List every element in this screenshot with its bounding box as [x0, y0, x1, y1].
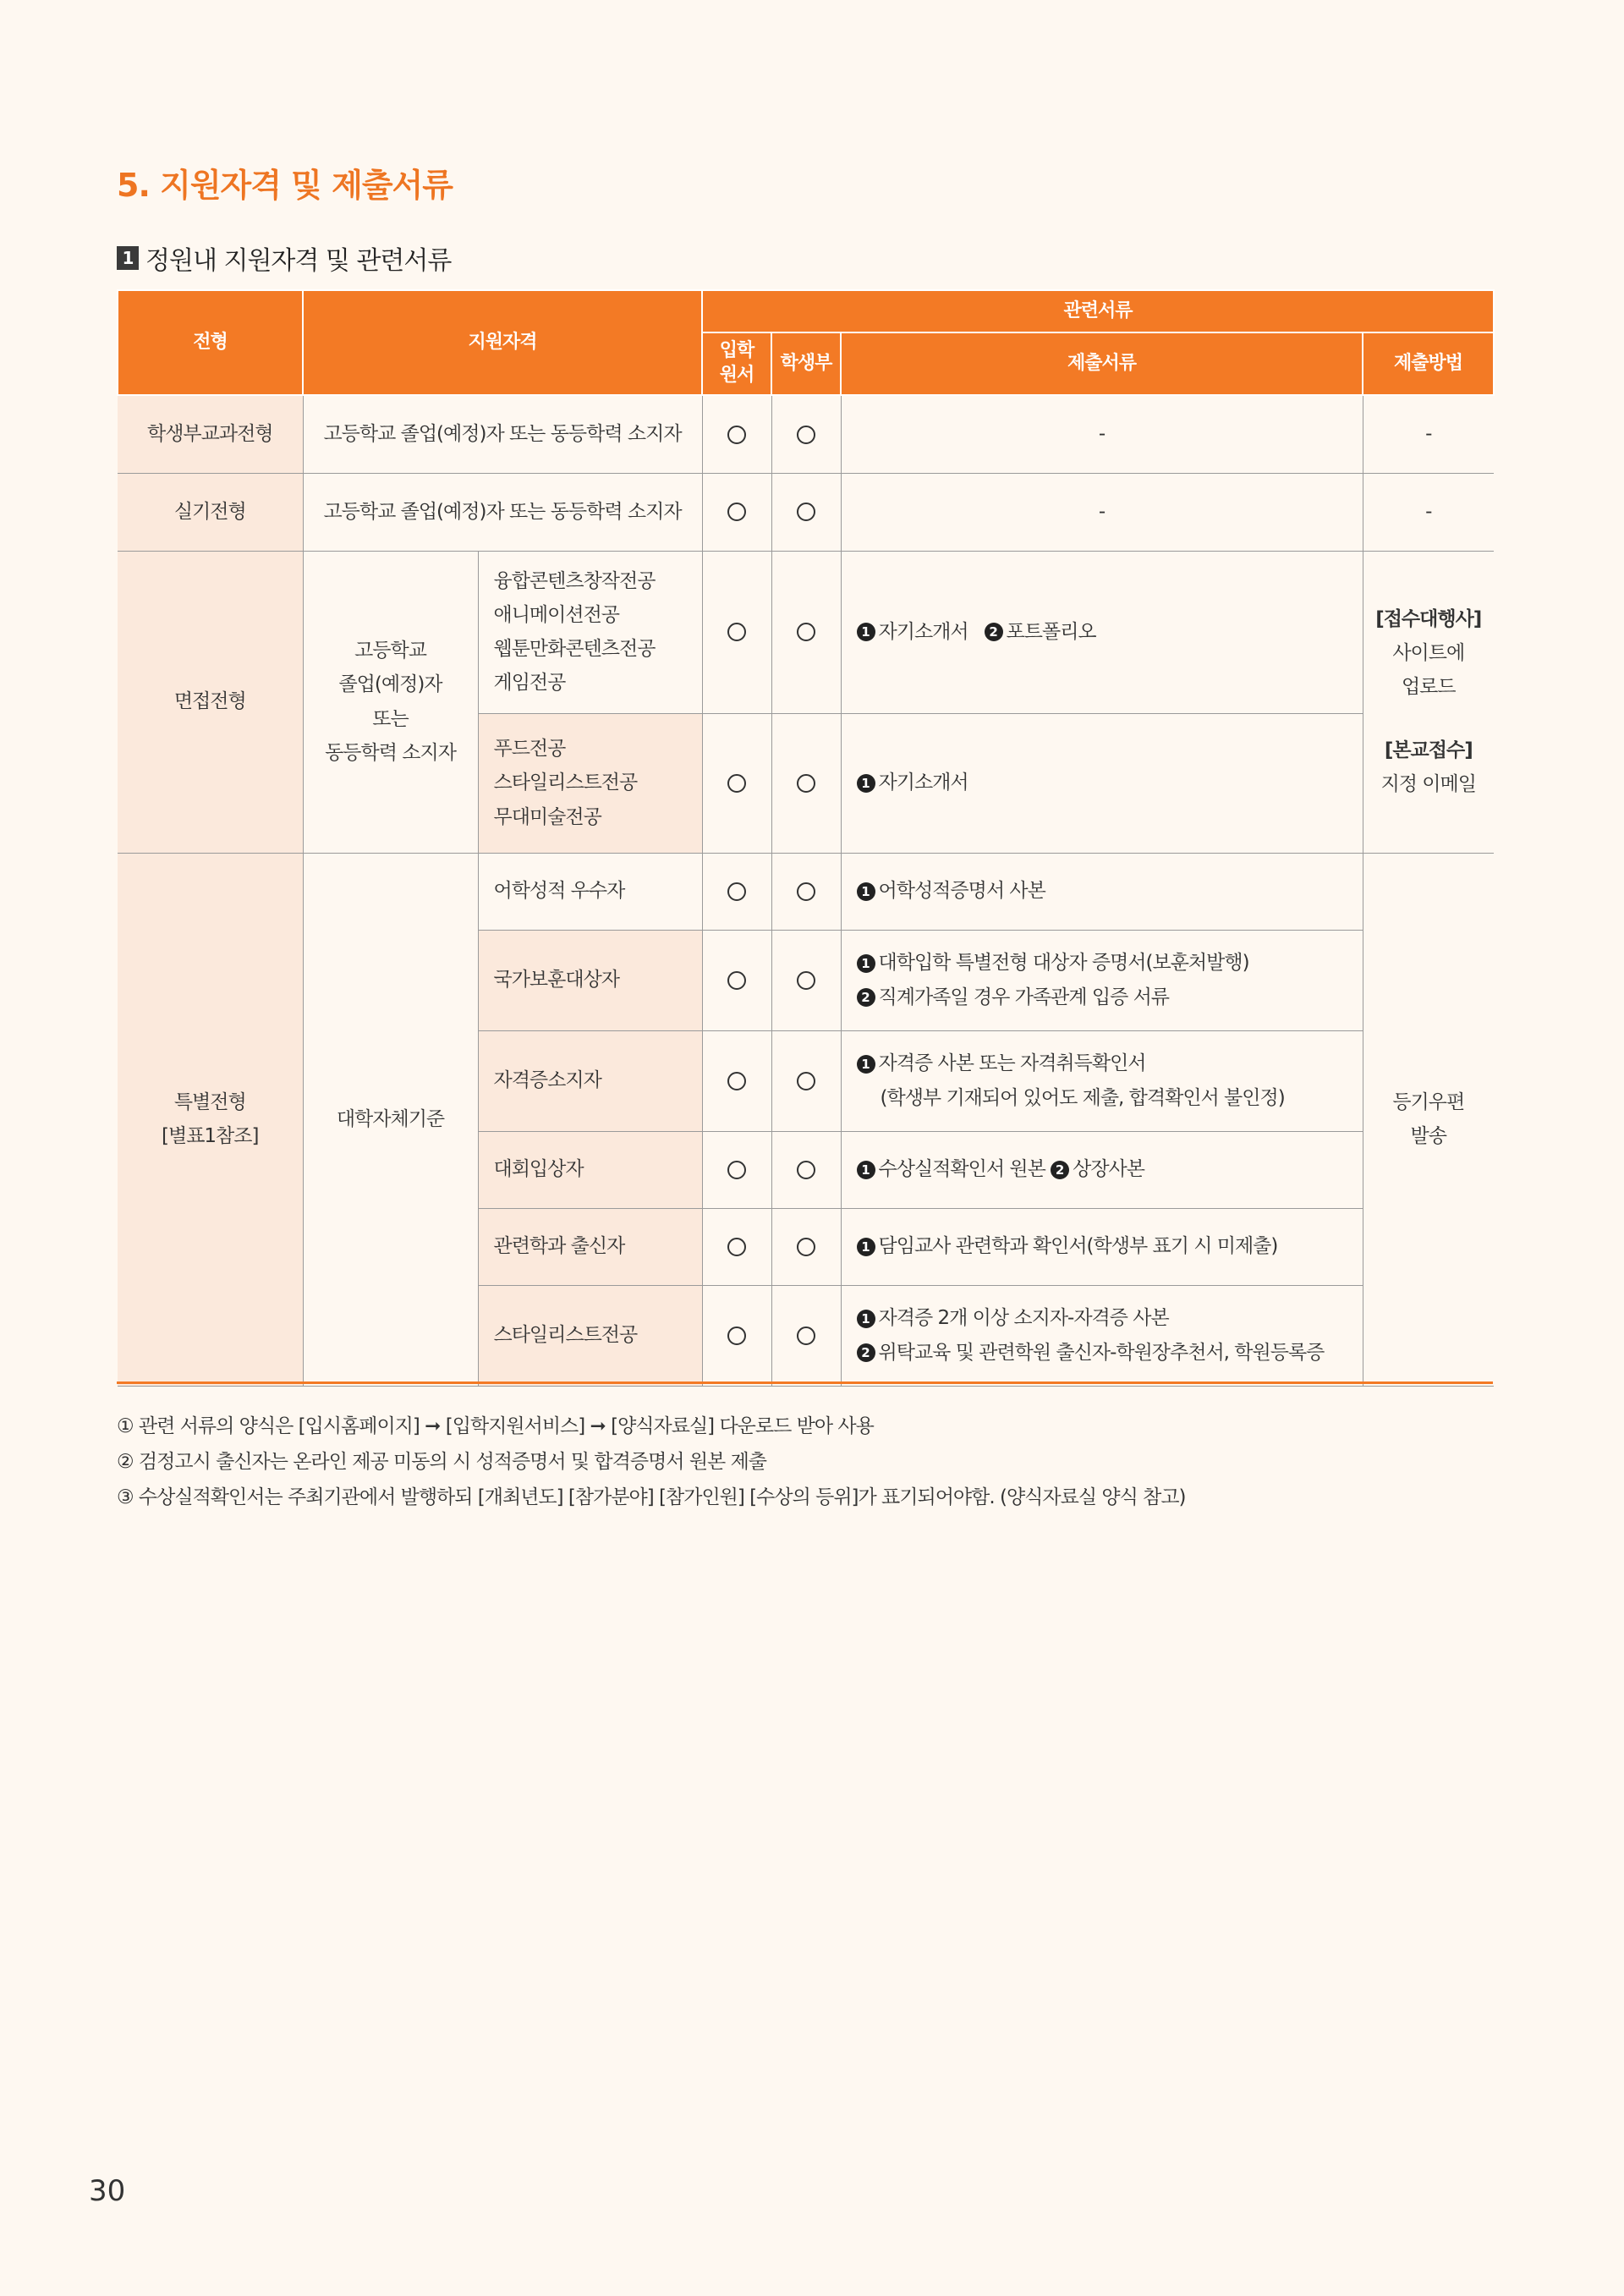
document-item: 자격증 2개 이상 소지자-자격증 사본 — [878, 1307, 1169, 1330]
circle-mark-icon — [727, 882, 746, 901]
application-mark — [702, 395, 771, 473]
documents-cell — [841, 1131, 1363, 1208]
record-mark — [771, 395, 841, 473]
circle-mark-icon — [797, 426, 815, 444]
circle-mark-icon — [797, 1327, 815, 1345]
documents-cell: - — [841, 473, 1363, 551]
method-cell: - — [1363, 395, 1494, 473]
circle-mark-icon — [727, 426, 746, 444]
footnote-item: ① 관련 서류의 양식은 [입시홈페이지] ➞ [입학지원서비스] ➞ [양식자료실] 다운로드 받아 사용 — [117, 1415, 874, 1437]
document-item: 수상실적확인서 원본 — [878, 1158, 1045, 1181]
application-mark — [702, 473, 771, 551]
type-cell: 실기전형 — [118, 473, 303, 551]
method-cell — [1363, 551, 1494, 853]
section-title: 5. 지원자격 및 제출서류 — [117, 167, 453, 204]
record-mark — [771, 930, 841, 1030]
circle-mark-icon — [727, 1161, 746, 1179]
circle-mark-icon — [727, 1238, 746, 1256]
document-item: 포트폴리오 — [1006, 620, 1096, 643]
type-cell: 특별전형 [별표1참조] — [118, 853, 303, 1386]
circle-mark-icon — [727, 971, 746, 990]
circle-mark-icon — [797, 503, 815, 521]
documents-cell — [841, 1030, 1363, 1131]
application-mark — [702, 1285, 771, 1386]
table-row — [118, 473, 1494, 551]
category-cell: 관련학과 출신자 — [478, 1208, 702, 1285]
documents-cell — [841, 930, 1363, 1030]
footnote-item: ③ 수상실적확인서는 주최기관에서 발행하되 [개최년도] [참가분야] [참가인원] [수상의 등위]가 표기되어야함. (양식자료실 양식 참고) — [117, 1486, 1186, 1508]
type-cell: 학생부교과전형 — [118, 395, 303, 473]
header-type: 전형 — [118, 290, 303, 395]
documents-cell — [841, 853, 1363, 930]
subsection-title: 정원내 지원자격 및 관련서류 — [145, 246, 452, 276]
footnote-item: ② 검정고시 출신자는 온라인 제공 미동의 시 성적증명서 및 합격증명서 원본 제출 — [117, 1451, 767, 1473]
record-mark — [771, 853, 841, 930]
record-mark — [771, 1131, 841, 1208]
qualification-cell: 고등학교 졸업(예정)자 또는 동등학력 소지자 — [303, 395, 702, 473]
majors-cell: 융합콘텐츠창작전공 애니메이션전공 웹툰만화콘텐츠전공 게임전공 — [478, 551, 702, 713]
number-2-icon: 2 — [1051, 1161, 1069, 1179]
method-title: [본교접수] — [1384, 739, 1473, 761]
category-cell: 국가보훈대상자 — [478, 930, 702, 1030]
application-mark — [702, 713, 771, 853]
number-2-icon: 2 — [857, 1343, 875, 1362]
category-cell: 자격증소지자 — [478, 1030, 702, 1131]
category-cell: 어학성적 우수자 — [478, 853, 702, 930]
number-1-icon: 1 — [857, 1310, 875, 1328]
record-mark — [771, 551, 841, 713]
method-desc: 사이트에 업로드 — [1392, 642, 1465, 699]
number-1-icon: 1 — [857, 623, 875, 641]
header-related-docs: 관련서류 — [702, 290, 1494, 332]
document-item-note: (학생부 기재되어 있어도 제출, 합격확인서 불인정) — [880, 1086, 1285, 1109]
method-cell: - — [1363, 473, 1494, 551]
record-mark — [771, 1208, 841, 1285]
document-item: 직계가족일 경우 가족관계 입증 서류 — [878, 986, 1170, 1008]
document-item: 대학입학 특별전형 대상자 증명서(보훈처발행) — [878, 952, 1249, 975]
method-title: [접수대행사] — [1375, 607, 1482, 630]
circle-mark-icon — [797, 774, 815, 793]
application-mark — [702, 1030, 771, 1131]
document-item: 어학성적증명서 사본 — [878, 880, 1045, 903]
number-2-icon: 2 — [857, 988, 875, 1007]
header-documents: 제출서류 — [841, 332, 1363, 395]
category-cell: 대회입상자 — [478, 1131, 702, 1208]
record-mark — [771, 1285, 841, 1386]
subsection-heading — [117, 239, 451, 277]
document-item: 상장사본 — [1073, 1158, 1144, 1181]
header-method: 제출방법 — [1363, 332, 1494, 395]
table-row — [118, 395, 1494, 473]
subsection-number-badge: 1 — [117, 246, 139, 270]
documents-cell — [841, 713, 1363, 853]
circle-mark-icon — [727, 1072, 746, 1090]
number-1-icon: 1 — [857, 1161, 875, 1179]
circle-mark-icon — [797, 1161, 815, 1179]
application-mark — [702, 551, 771, 713]
document-item: 위탁교육 및 관련학원 출신자-학원장추천서, 학원등록증 — [878, 1341, 1325, 1364]
record-mark — [771, 473, 841, 551]
documents-cell — [841, 551, 1363, 713]
circle-mark-icon — [727, 623, 746, 641]
circle-mark-icon — [797, 1238, 815, 1256]
header-student-record: 학생부 — [771, 332, 841, 395]
header-application: 입학 원서 — [702, 332, 771, 395]
number-1-icon: 1 — [857, 882, 875, 901]
number-1-icon: 1 — [857, 774, 875, 793]
number-1-icon: 1 — [857, 1238, 875, 1256]
application-mark — [702, 853, 771, 930]
circle-mark-icon — [727, 503, 746, 521]
application-mark — [702, 1208, 771, 1285]
document-item: 담임교사 관련학과 확인서(학생부 표기 시 미제출) — [878, 1235, 1278, 1258]
table-row — [118, 853, 1494, 930]
method-cell: 등기우편 발송 — [1363, 853, 1494, 1386]
number-2-icon: 2 — [985, 623, 1003, 641]
qualification-table — [117, 289, 1495, 1387]
circle-mark-icon — [797, 971, 815, 990]
record-mark — [771, 1030, 841, 1131]
page-number: 30 — [89, 2174, 126, 2208]
qualification-cell: 고등학교 졸업(예정)자 또는 동등학력 소지자 — [303, 473, 702, 551]
circle-mark-icon — [727, 774, 746, 793]
type-cell: 면접전형 — [118, 551, 303, 853]
circle-mark-icon — [727, 1327, 746, 1345]
application-mark — [702, 930, 771, 1030]
table-bottom-rule — [117, 1381, 1493, 1384]
application-mark — [702, 1131, 771, 1208]
documents-cell — [841, 1285, 1363, 1386]
record-mark — [771, 713, 841, 853]
category-cell: 스타일리스트전공 — [478, 1285, 702, 1386]
documents-cell: - — [841, 395, 1363, 473]
qualification-cell: 고등학교 졸업(예정)자 또는 동등학력 소지자 — [303, 551, 478, 853]
circle-mark-icon — [797, 882, 815, 901]
number-1-icon: 1 — [857, 954, 875, 973]
circle-mark-icon — [797, 1072, 815, 1090]
majors-cell: 푸드전공 스타일리스트전공 무대미술전공 — [478, 713, 702, 853]
header-qualification: 지원자격 — [303, 290, 702, 395]
table-row — [118, 551, 1494, 713]
circle-mark-icon — [797, 623, 815, 641]
number-1-icon: 1 — [857, 1055, 875, 1074]
method-desc: 지정 이메일 — [1380, 772, 1476, 795]
qualification-cell: 대학자체기준 — [303, 853, 478, 1386]
document-item: 자기소개서 — [878, 620, 968, 643]
documents-cell — [841, 1208, 1363, 1285]
document-item: 자격증 사본 또는 자격취득확인서 — [878, 1052, 1146, 1075]
footnotes — [117, 1409, 1186, 1515]
document-item: 자기소개서 — [878, 772, 968, 794]
